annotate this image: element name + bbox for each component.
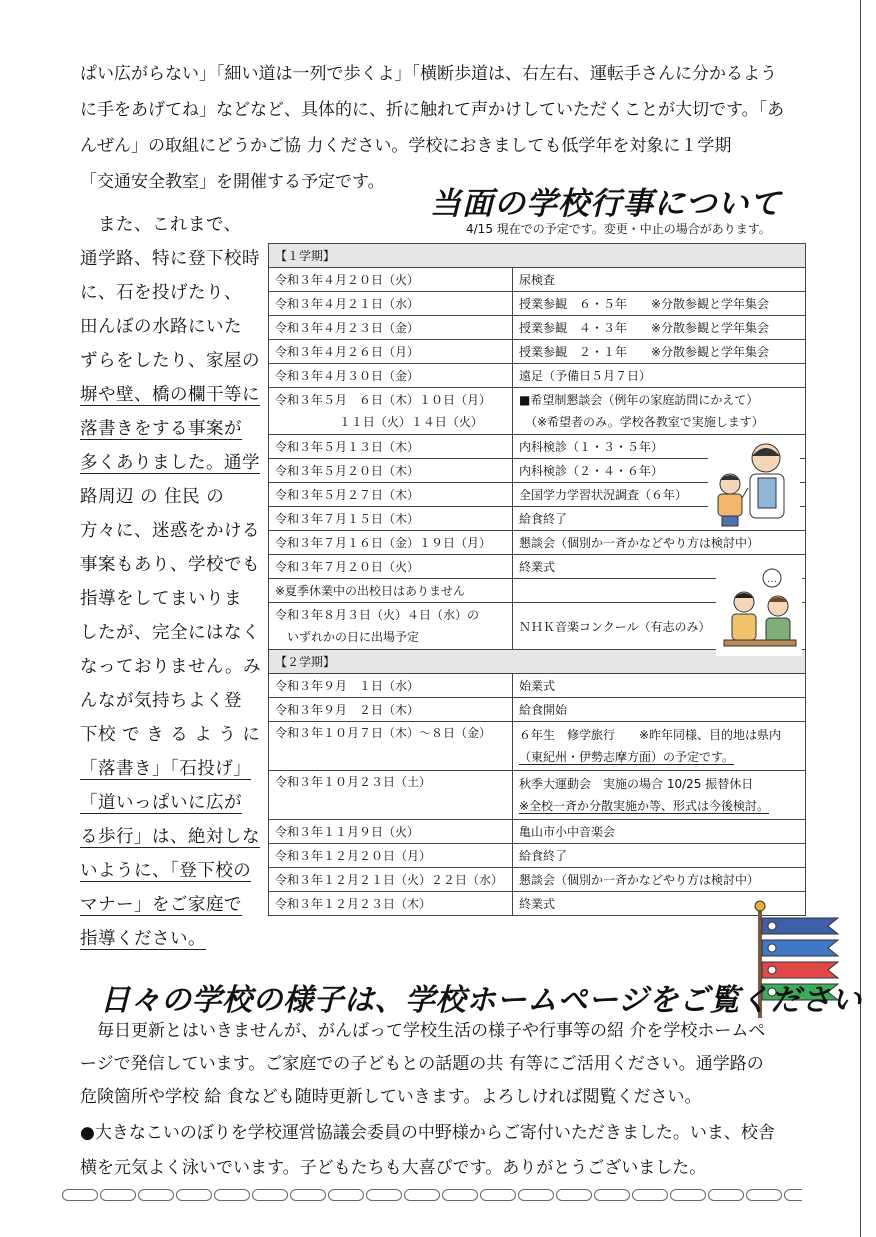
date-cell: 令和３年７月１６日（金）１９日（月） [269, 531, 513, 555]
event-cell: 授業参観 ４・３年 ※分散参観と学年集会 [513, 316, 806, 340]
left-line [80, 854, 252, 888]
left-line-text: 指導ください。 [80, 929, 206, 949]
event-cell: 内科検診（２・４・６年） [513, 459, 806, 483]
term-header [269, 244, 806, 268]
date-cell: 令和３年７月１５日（木） [269, 507, 513, 531]
left-line-text: 多くありました。通学 [80, 453, 260, 473]
left-line-text: 「道いっぱいに広が [80, 793, 242, 813]
homepage-heading: 日々の学校の様子は、学校ホームページをご覧ください [100, 983, 862, 1018]
event-line: ※全校一斉か分散実施か等、形式は今後検討。 [519, 799, 770, 813]
event-cell: 全国学力学習状況調査（６年） [513, 483, 806, 507]
term2-label: 【２学期】 [269, 650, 806, 674]
table-row [269, 844, 806, 868]
event-cell: 亀山市小中音楽会 [513, 820, 806, 844]
event-cell [513, 722, 806, 771]
table-row [269, 868, 806, 892]
term1-label: 【１学期】 [269, 244, 806, 268]
left-line [80, 888, 252, 922]
left-line: 方々に、迷惑をかける [80, 521, 260, 541]
left-line [80, 786, 252, 820]
date-cell: 令和３年１０月７日（木）～８日（金） [269, 722, 513, 771]
events-note: 4/15 現在での予定です。変更・中止の場合があります。 [466, 222, 771, 236]
table-row [269, 820, 806, 844]
left-line: に、石を投げたり、 [80, 283, 242, 303]
left-line: 事案もあり、学校でも [80, 555, 260, 575]
table-row [269, 698, 806, 722]
meeting-illustration [716, 566, 802, 656]
left-line-text: 「落書き」「石投げ」 [80, 759, 252, 779]
doctor-checkup-illustration [708, 438, 800, 530]
date-cell: 令和３年１２月２１日（火）２２日（水） [269, 868, 513, 892]
left-line-text: いように、「登下校の [80, 861, 252, 881]
event-cell: ＮＨＫ音楽コンクール（有志のみ） [513, 603, 806, 650]
event-cell [513, 388, 806, 435]
date-cell: 令和３年４月３０日（金） [269, 364, 513, 388]
event-cell: 終業式 [513, 892, 806, 916]
left-line [80, 378, 260, 412]
intro-line: 「交通安全教室」を開催する予定です。 [80, 172, 385, 192]
table-row [269, 340, 806, 364]
event-cell: 授業参観 ２・１年 ※分散参観と学年集会 [513, 340, 806, 364]
event-cell: 懇談会（個別か一斉かなどやり方は検討中） [513, 868, 806, 892]
event-line: ６年生 修学旅行 ※昨年同様、目的地は県内 [519, 728, 782, 742]
left-line [80, 820, 260, 854]
date-cell: 令和３年４月２３日（金） [269, 316, 513, 340]
date-cell: 令和３年９月 １日（水） [269, 674, 513, 698]
left-line: したが、完全にはなく [80, 623, 260, 643]
event-cell: 給食終了 [513, 844, 806, 868]
page-border [860, 0, 861, 1237]
events-title: 当面の学校行事について [430, 186, 782, 222]
table-row [269, 268, 806, 292]
event-line: 秋季大運動会 実施の場合 10/25 振替休日 [519, 777, 754, 791]
event-cell: 遠足（予備日５月７日） [513, 364, 806, 388]
event-cell: 授業参観 ６・５年 ※分散参観と学年集会 [513, 292, 806, 316]
date-cell: ※夏季休業中の出校日はありません [269, 579, 513, 603]
table-row [269, 292, 806, 316]
date-cell: 令和３年５月２０日（木） [269, 459, 513, 483]
intro-line: に手をあげてね」などなど、具体的に、折に触れて声かけしていただくことが大切です。「あ [80, 100, 785, 120]
date-cell: 令和３年１２月２３日（木） [269, 892, 513, 916]
date-cell [269, 388, 513, 435]
date-line: 令和３年８月３日（火）４日（水）の [275, 608, 480, 622]
event-line: ■希望制懇談会（例年の家庭訪問にかえて） [519, 393, 759, 407]
date-cell: 令和３年５月２７日（木） [269, 483, 513, 507]
date-line: １１日（火）１４日（火） [275, 415, 483, 429]
date-cell: 令和３年１２月２０日（月） [269, 844, 513, 868]
date-cell: 令和３年７月２０日（火） [269, 555, 513, 579]
date-line: 令和３年５月 ６日（木）１０日（月） [275, 393, 492, 407]
date-cell: 令和３年４月２０日（火） [269, 268, 513, 292]
left-line: ずらをしたり、家屋の [80, 351, 260, 371]
event-cell: 尿検査 [513, 268, 806, 292]
left-column-text [80, 208, 262, 956]
homepage-line: ●大きなこいのぼりを学校運営協議会委員の中野様からご寄付いただきました。いま、校舎 [80, 1123, 775, 1143]
left-line: んなが気持ちよく登 [80, 691, 242, 711]
left-line-text: 塀や壁、橋の欄干等に [80, 385, 260, 405]
event-line: （※希望者のみ。学校各教室で実施します） [519, 415, 764, 429]
homepage-line: ージで発信しています。ご家庭での子どもとの話題の共 有等にご活用ください。通学路の [80, 1054, 764, 1074]
table-row [269, 892, 806, 916]
event-cell: 懇談会（個別か一斉かなどやり方は検討中） [513, 531, 806, 555]
table-row [269, 771, 806, 820]
date-cell: 令和３年５月１３日（木） [269, 435, 513, 459]
event-cell: 給食終了 [513, 507, 806, 531]
homepage-line: 危険箇所や学校 給 食なども随時更新していきます。よろしければ閲覧ください。 [80, 1087, 702, 1107]
left-line [80, 412, 252, 446]
intro-line: ぱい広がらない」「細い道は一列で歩くよ」「横断歩道は、右左右、運転手さんに分かるよう [80, 64, 777, 84]
left-line: 路周辺 の 住民 の [80, 487, 225, 507]
date-cell [269, 603, 513, 650]
left-line-text: マナー」をご家庭で [80, 895, 242, 915]
date-cell: 令和３年９月 ２日（木） [269, 698, 513, 722]
left-line [80, 922, 252, 956]
date-cell: 令和３年１１月９日（火） [269, 820, 513, 844]
left-line: 下校 で き る よ う に [80, 725, 261, 745]
event-cell: 始業式 [513, 674, 806, 698]
left-line-text: る歩行」は、絶対しな [80, 827, 260, 847]
homepage-line: 毎日更新とはいきませんが、がんばって学校生活の様子や行事等の紹 介を学校ホームペ [80, 1021, 766, 1041]
left-line [80, 446, 260, 480]
decorative-border [62, 1186, 802, 1202]
left-line: 通学路、特に登下校時 [80, 249, 260, 269]
table-row [269, 316, 806, 340]
date-line: いずれかの日に出場予定 [275, 630, 420, 644]
event-cell: 終業式 [513, 555, 806, 579]
date-cell: 令和３年１０月２３日（土） [269, 771, 513, 820]
left-line [80, 752, 252, 786]
left-line: また、これまで、 [80, 215, 242, 235]
table-row [269, 388, 806, 435]
svg-text:…: … [767, 574, 777, 585]
event-cell [513, 771, 806, 820]
homepage-line: 横を元気よく泳いでいます。子どもたちも大喜びです。ありがとうございました。 [80, 1158, 707, 1178]
left-line-text: 落書きをする事案が [80, 419, 242, 439]
left-line: 指導をしてまいりま [80, 589, 242, 609]
table-row [269, 364, 806, 388]
event-cell: 給食開始 [513, 698, 806, 722]
left-line: 田んぼの水路にいた [80, 317, 242, 337]
event-line: （東紀州・伊勢志摩方面）の予定です。 [519, 750, 735, 764]
table-row [269, 674, 806, 698]
date-cell: 令和３年４月２６日（月） [269, 340, 513, 364]
table-row [269, 531, 806, 555]
intro-line: んぜん」の取組にどうかご協 力ください。学校におきましても低学年を対象に１学期 [80, 136, 732, 156]
event-cell: 内科検診（１・３・５年） [513, 435, 806, 459]
table-row [269, 722, 806, 771]
left-line: なっておりません。み [80, 657, 262, 677]
date-cell: 令和３年４月２１日（水） [269, 292, 513, 316]
